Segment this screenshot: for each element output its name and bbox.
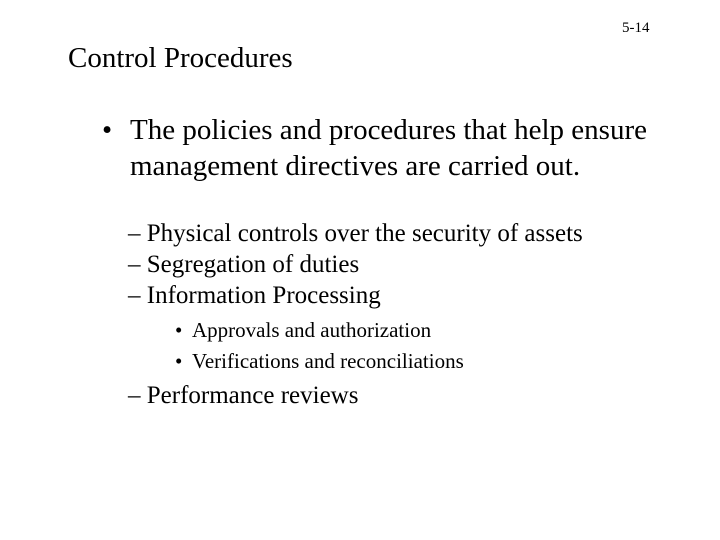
sub-item-information-processing: – Information Processing xyxy=(128,282,381,309)
sub-sub-item-approvals xyxy=(175,317,431,343)
sub-sub-item-verifications xyxy=(175,348,464,374)
bullet-marker: • xyxy=(102,114,113,146)
slide-number: 5-14 xyxy=(622,20,650,36)
sub-item-performance-reviews: – Performance reviews xyxy=(128,382,359,409)
sub-item-segregation: – Segregation of duties xyxy=(128,251,360,278)
sub-sub-bullet-marker: • xyxy=(175,318,183,342)
slide-title: Control Procedures xyxy=(68,42,293,74)
sub-sub-item-text: Approvals and authorization xyxy=(192,318,432,342)
sub-item-physical-controls: – Physical controls over the security of assets xyxy=(128,220,583,247)
sub-sub-bullet-marker: • xyxy=(175,349,183,373)
main-bullet xyxy=(102,112,672,184)
sub-sub-item-text: Verifications and reconciliations xyxy=(192,349,464,373)
main-bullet-text: The policies and procedures that help ensure management directives are carried out. xyxy=(130,114,647,182)
